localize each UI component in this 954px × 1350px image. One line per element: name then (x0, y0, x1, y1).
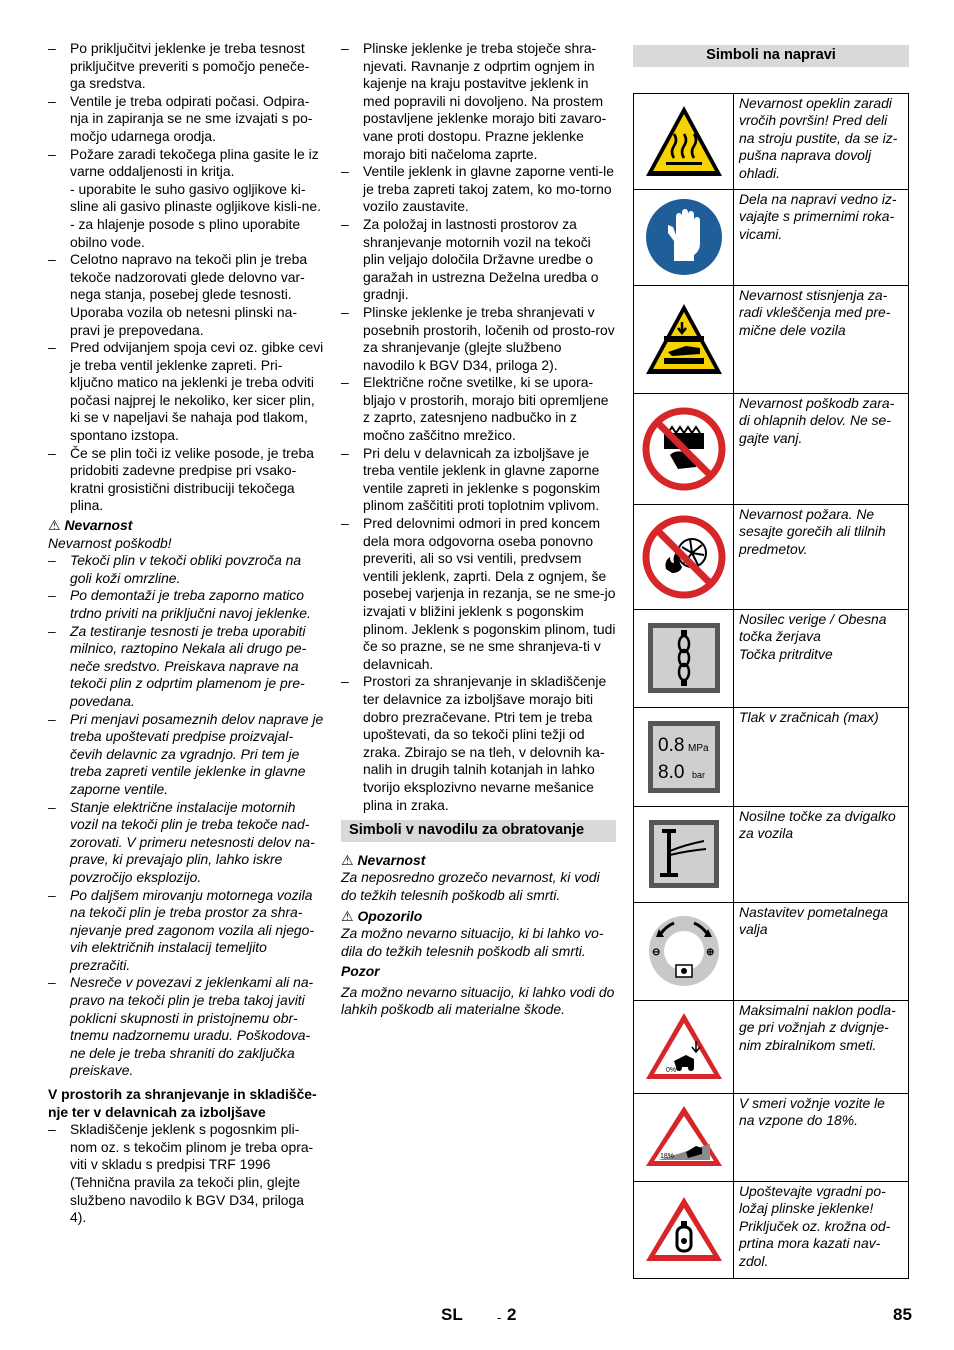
sub-item: - za hlajenje posode s plino uporabite obilno vode. (70, 215, 301, 250)
warning-heading (341, 908, 616, 926)
gas-storage-list (341, 40, 616, 814)
tyre-pressure-icon (647, 720, 721, 794)
symbol-description: Nevarnost opeklin zaradi vročih površin! Pred deli na stroju pustite, da se iz-pušna naprava dovolj ohladi. (734, 93, 909, 189)
list-item: – Skladiščenje jeklenk s pogosnkim pli-nom oz. s tekočim plinom je treba opra-viti v skladu s predpisi TRF 1996 (Tehnična pravila za tekoči plin, glejte službeno navodilo k BGV D34, priloga 4). (48, 1121, 324, 1227)
column-left (48, 40, 324, 1227)
slope-18-icon (644, 1104, 724, 1170)
list-item: – Po demontaži je treba zaporno matico trdno priviti na priključni navoj jeklenke. (48, 587, 324, 622)
danger-description: Za neposredno grozečo nevarnost, ki vodi do težkih telesnih poškodb ali smrti. (341, 869, 600, 903)
list-item: – Pri menjavi posameznih delov naprave je treba upoštevati predpise proizvajal-čevih delavnic za vgradnjo. Pri tem je treba zapreti ventile jeklenke in glavne zaporne ventile. (48, 711, 324, 799)
symbols-table (633, 93, 909, 1279)
caution-heading: Pozor (341, 963, 380, 980)
gas-safety-list-a (48, 40, 324, 515)
crush-hazard-icon (642, 300, 726, 378)
storage-heading: V prostorih za shranjevanje in skladišče-nje ter v delavnicah za izboljšave (48, 1086, 317, 1120)
symbol-description: Nevarnost stisnjenja za-radi vkleščenja med pre-mične dele vozila (734, 285, 909, 393)
footer-section-number: 2 (507, 1305, 517, 1324)
table-row (634, 189, 909, 285)
list-item (48, 146, 324, 252)
gas-cylinder-warning-icon (644, 1195, 724, 1265)
list-item: – Za testiranje tesnosti je treba uporabiti milnico, raztopino Nekala ali drugo pe-neče sredstvo. Preiskava naprave na tekoči plin z odprtim plamenom je pre-povedana. (48, 623, 324, 711)
max-incline-icon (644, 1011, 724, 1083)
slope-label: 18% (659, 1153, 674, 1161)
list-item: – Po daljšem mirovanju motornega vozila na tekoči plin je treba prostor za shra-njevanje pred zagonom vozila ali njego-vih električnih instalacij temeljito prezračiti. (48, 887, 324, 975)
pressure-mpa-unit: MPa (687, 742, 709, 754)
list-item: – Nesreče v povezavi z jeklenkami ali na-pravo na tekoči plin je treba takoj javiti poklicni skupnosti in pristojnemu obr-tnemu nadzornemu uradu. Poškodova-ne dele je treba shraniti do zaključka preiskave. (48, 974, 324, 1080)
warning-description: Za možno nevarno situacijo, ki bi lahko vo-dila do težkih telesnih poškodb ali smrti. (341, 925, 604, 959)
svg-text:⊕: ⊕ (705, 947, 714, 959)
footer-separator: - (497, 1310, 502, 1325)
table-row (634, 393, 909, 504)
list-item: – Ventile je treba odpirati počasi. Odpira-nja in zapiranja se ne sme izvajati s po-močjo udarnega orodja. (48, 93, 324, 146)
sub-item: - uporabite le suho gasivo ogljikove ki-sline ali gasivo plinaste ogljikove kisli-ne. (70, 180, 321, 215)
symbol-description: Upoštevajte vgradni po-ložaj plinske jeklenke! Priključek oz. krožna od-prtina mora kazati nav-zdol. (734, 1181, 909, 1278)
table-row (634, 93, 909, 189)
table-row (634, 504, 909, 609)
table-row (634, 1093, 909, 1181)
table-row (634, 1000, 909, 1093)
section-title-device-symbols: Simboli na napravi (633, 45, 909, 67)
danger-list (48, 552, 324, 1080)
svg-text:⊖: ⊖ (651, 947, 660, 959)
list-item: – Če se plin toči iz velike posode, je treba pridobiti zadevne predpise pri vsako-kratni grosistični distribuciji tekočega plina. (48, 445, 324, 515)
list-item: – Stanje električne instalacije motornih vozil na tekoči plin je treba tekoče nad-zorovati. V primeru netesnosti delov na-prave, ki prevajajo plin, lahko iskre povzročijo eksplozijo. (48, 799, 324, 887)
table-row (634, 902, 909, 1000)
list-item: – Pred delovnimi odmori in pred koncem dela mora odgovorna oseba ponovno preveriti, ali so vsi ventili, predvsem ventili jeklenk, zaprti. Dela z ognjem, še posebej varjenja in rezanja, se ne sme-jo izvajati v bližini jeklenk s pogonskim plinom. Jeklenk s pogonskim plinom, tudi če so prazne, se ne sme shranjeva-ti v delavnicah. (341, 515, 616, 673)
symbol-description: Nevarnost poškodb zara-di ohlapnih delov. Ne se-gajte vanj. (734, 393, 909, 504)
list-item: – Pred odvijanjem spoja cevi oz. gibke cevi je treba ventil jeklenke zapreti. Pri-ključno matico na jeklenki je treba odviti počasi najprej le nekoliko, ker sicer plin, ki se v napeljavi še nahaja pod tlakom, spontano izstopa. (48, 339, 324, 445)
no-fire-icon (642, 515, 726, 599)
roller-adjust-icon (646, 913, 722, 989)
danger-subtitle: Nevarnost poškodb! (48, 534, 172, 551)
incline-label: 0% (665, 1066, 676, 1074)
list-item: – Prostori za shranjevanje in skladiščenje ter delavnice za izboljšave morajo biti dobro prezračevane. Ptri tem je treba upoštevati, da so tekoči plini težji od zraka. Zbirajo se na tleh, v delovnih ka-nalih in drugih talnih kotanjah in lahko tvorijo eksplozivno nevarne mešanice plina in zraka. (341, 673, 616, 814)
symbol-description: Nevarnost požara. Ne sesajte gorečih ali tlilnih predmetov. (734, 504, 909, 609)
section-title-manual-symbols: Simboli v navodilu za obratovanje (341, 820, 616, 842)
warning-triangle-icon: ⚠ (341, 851, 354, 868)
caution-description: Za možno nevarno situacijo, ki lahko vodi do lahkih poškodb ali materialne škode. (341, 983, 615, 1018)
pressure-mpa-value: 0.8 (657, 734, 684, 756)
symbol-description: Dela na napravi vedno iz-vajajte s primernimi roka-vicami. (734, 189, 909, 285)
pressure-bar-value: 8.0 (657, 761, 684, 783)
column-middle (341, 40, 616, 1019)
hot-surface-warning-icon (642, 102, 726, 180)
page-number: 85 (893, 1305, 912, 1324)
list-item: – Celotno napravo na tekoči plin je treba tekoče nadzorovati glede delovno var-nega stanja, posebej glede tesnosti. Uporaba vozila ob netesni plinski na-pravi je prepovedana. (48, 251, 324, 339)
pressure-bar-unit: bar (691, 769, 705, 780)
symbol-description: V smeri vožnje vozite le na vzpone do 18%. (734, 1093, 909, 1181)
symbol-description: Tlak v zračnicah (max) (734, 707, 909, 806)
symbol-description: Nosilec verige / Obesna točka žerjava Točka pritrditve (734, 609, 909, 707)
danger-heading (48, 517, 324, 535)
list-item: – Ventile jeklenk in glavne zaporne venti-le je treba zapreti takoj zatem, ko mo-torno vozilo zaustavite. (341, 163, 616, 216)
symbol-description: Nosilne točke za dvigalko za vozila (734, 806, 909, 902)
table-row (634, 1181, 909, 1278)
danger-heading (341, 852, 616, 870)
list-item: – Pri delu v delavnicah za izboljšave je treba ventile jeklenk in glavne zaporne ventile zapreti in jeklenke s pogonskim plinom zaščititi proti toplotnim vplivom. (341, 445, 616, 515)
table-row (634, 285, 909, 393)
footer-language: SL (441, 1305, 463, 1324)
table-row (634, 609, 909, 707)
list-item: – Tekoči plin v tekoči obliki povzroča na goli koži omrzline. (48, 552, 324, 587)
warning-heading-text: Opozorilo (357, 907, 423, 924)
warning-triangle-icon: ⚠ (341, 907, 354, 924)
list-item-text: Požare zaradi tekočega plina gasite le iz varne oddaljenosti in kritja. (70, 145, 319, 180)
table-row (634, 806, 909, 902)
list-item: – Plinske jeklenke je treba shranjevati v posebnih prostorih, ločenih od prosto-rov za shranjevanje (glejte službeno navodilo k BGV D34, priloga 2). (341, 304, 616, 374)
warning-triangle-icon: ⚠ (48, 517, 61, 534)
storage-list (48, 1121, 324, 1227)
list-item: – Električne ročne svetilke, ki se upora-bljajo v prostorih, morajo biti opremljene z zaprto, zatesnjeno nadbučko in z močno zaščitno mrežico. (341, 374, 616, 444)
wear-gloves-icon (644, 197, 724, 277)
jack-point-icon (648, 819, 720, 889)
danger-heading-text: Nevarnost (357, 851, 426, 868)
list-item: – Po priključitvi jeklenke je treba tesnost priključitve preveriti s pomočjo peneče-ga sredstva. (48, 40, 324, 93)
chain-lift-point-icon (647, 622, 721, 694)
no-reaching-in-icon (642, 407, 726, 491)
table-row (634, 707, 909, 806)
column-right (633, 40, 909, 1279)
danger-heading-text: Nevarnost (64, 517, 133, 534)
list-item: – Plinske jeklenke je treba stoječe shra-njevati. Ravnanje z odprtim ognjem in kajenje na kraju postavitve jeklenk in med popravili ni dovoljeno. Na prostem postavljene jeklenke morajo biti zavaro-vane proti dostopu. Prazne jeklenke morajo biti načeloma zaprte. (341, 40, 616, 163)
symbol-description: Maksimalni naklon podla-ge pri vožnjah z dvignje-nim zbiralnikom smeti. (734, 1000, 909, 1093)
symbol-description: Nastavitev pometalnega valja (734, 902, 909, 1000)
list-item: – Za položaj in lastnosti prostorov za shranjevanje motornih vozil na tekoči plin veljajo določila Državne uredbe o garažah in ustrezna Deželna uredba o gradnji. (341, 216, 616, 304)
